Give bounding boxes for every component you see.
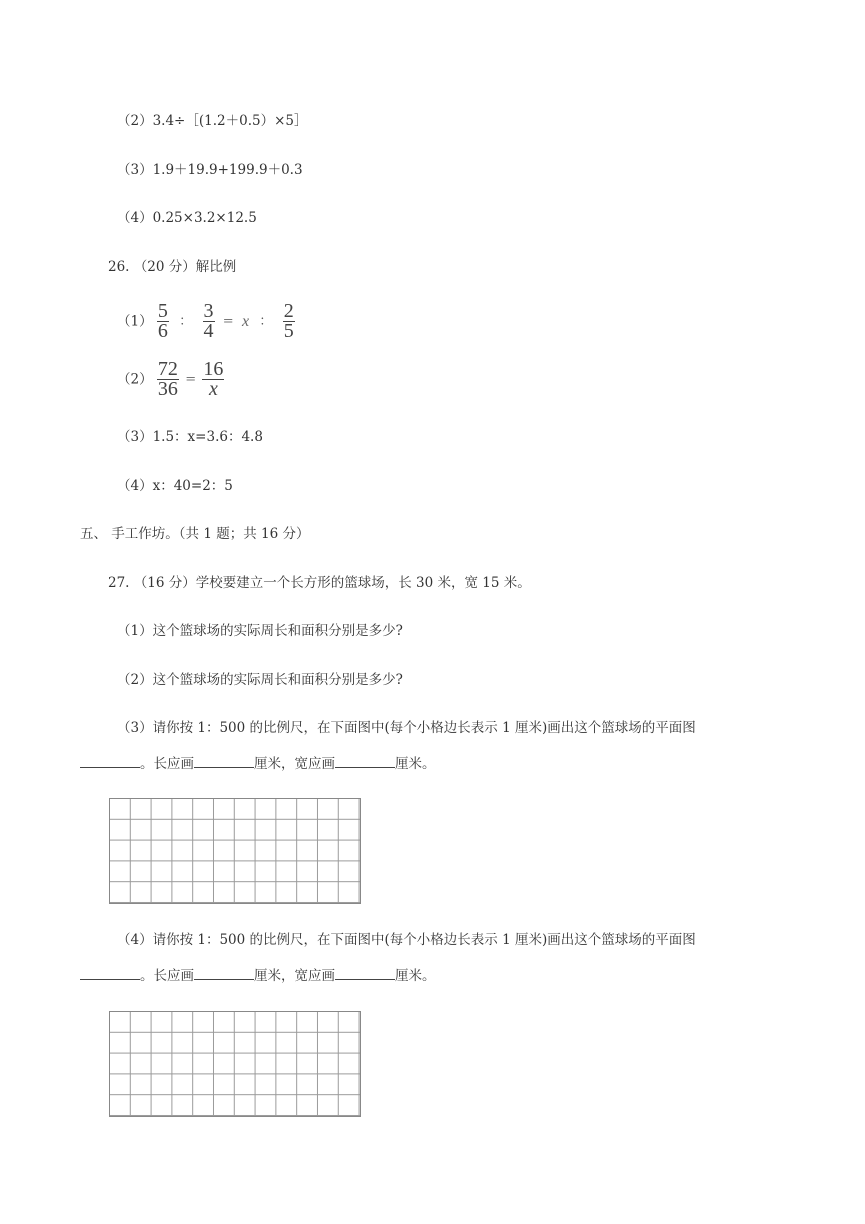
fraction-72-over-36: $\frac{72}{36}$ <box>157 358 178 400</box>
proportion-3: （3）1.5：x=3.6：4.8 <box>117 429 263 445</box>
question-26-header: 26. （20 分）解比例 <box>108 259 237 275</box>
calc-item-2: （2）3.4÷［(1.2＋0.5）×5］ <box>117 113 308 129</box>
proportion-2: （2） $\frac{72}{36}$ = $\frac{16}{x}$ <box>117 358 224 400</box>
answer-blank[interactable] <box>335 753 395 768</box>
section-5-title: 五、 手工作坊。（共 1 题；共 16 分） <box>80 526 310 542</box>
question-27-sub-3: （3）请你按 1：500 的比例尺，在下面图中(每个小格边长表示 1 厘米)画出这个篮球场的平面图 <box>117 720 696 736</box>
question-27-sub-2: （2）这个篮球场的实际周长和面积分别是多少? <box>117 672 403 688</box>
answer-blank[interactable] <box>335 965 395 980</box>
fraction-five-sixths: $\frac{5}{6}$ <box>157 300 168 342</box>
fraction-16-over-x: $\frac{16}{x}$ <box>203 358 224 400</box>
variable-x: x <box>242 312 250 330</box>
fraction-three-quarters: $\frac{3}{4}$ <box>203 300 214 342</box>
question-27-sub-3-fill: 。长应画 厘米，宽应画 厘米。 <box>80 753 436 774</box>
answer-blank[interactable] <box>80 965 140 980</box>
proportion-1: （1） $\frac{5}{6}$ ： $\frac{3}{4}$ = x ： $\frac{2}{5}$ <box>117 300 294 342</box>
proportion-2-label: （2） <box>117 371 153 388</box>
fraction-two-fifths: $\frac{2}{5}$ <box>283 300 294 342</box>
calc-item-3: （3）1.9＋19.9+199.9＋0.3 <box>117 162 303 178</box>
question-27-sub-4: （4）请你按 1：500 的比例尺，在下面图中(每个小格边长表示 1 厘米)画出这个篮球场的平面图 <box>117 932 696 948</box>
answer-blank[interactable] <box>80 753 140 768</box>
drawing-grid[interactable] <box>109 1011 361 1117</box>
calc-item-4: （4）0.25×3.2×12.5 <box>117 210 257 226</box>
proportion-4: （4）x：40=2：5 <box>117 478 233 494</box>
answer-blank[interactable] <box>194 753 254 768</box>
question-27-header: 27. （16 分）学校要建立一个长方形的篮球场，长 30 米，宽 15 米。 <box>108 575 531 591</box>
answer-blank[interactable] <box>194 965 254 980</box>
question-27-sub-4-fill: 。长应画 厘米，宽应画 厘米。 <box>80 965 436 986</box>
question-27-sub-1: （1）这个篮球场的实际周长和面积分别是多少? <box>117 623 403 639</box>
drawing-grid[interactable] <box>109 798 361 904</box>
proportion-1-label: （1） <box>117 313 153 330</box>
